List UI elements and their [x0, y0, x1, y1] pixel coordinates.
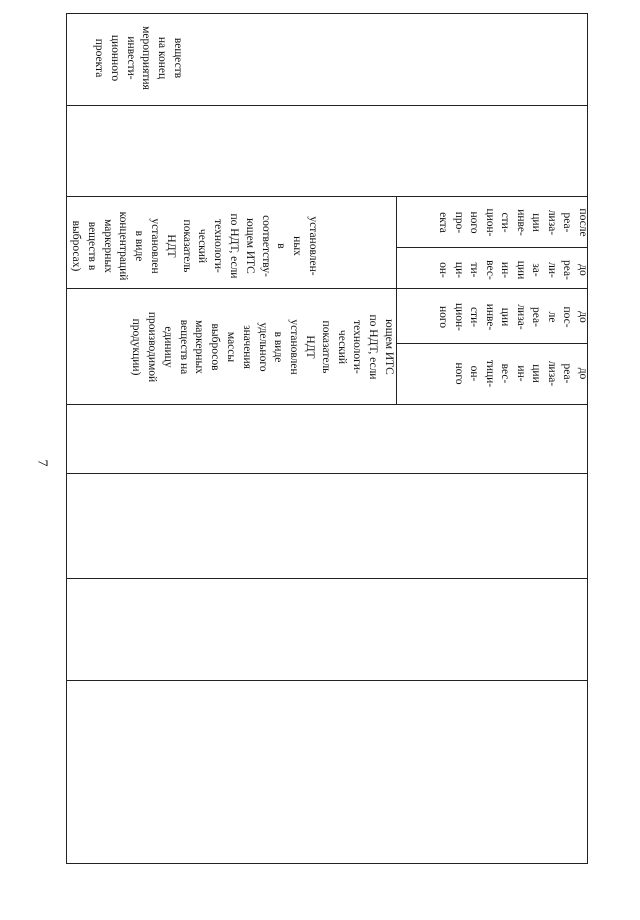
- text-line: мероприятия: [140, 26, 153, 90]
- text-line: ин-: [515, 365, 527, 382]
- text-line: массы: [225, 331, 238, 363]
- row-divider-1: [66, 105, 588, 106]
- text-line: ти-: [468, 262, 481, 278]
- text-line: реа-: [561, 363, 574, 384]
- vertical-rule-lower-mid: [396, 288, 397, 404]
- text-line: инве-: [515, 209, 527, 236]
- text-line: маркерных: [101, 219, 114, 273]
- text-line: сти-: [499, 212, 512, 233]
- text-line: ин-: [499, 261, 512, 279]
- text-line: продукции): [130, 318, 143, 376]
- text-line: ющем ИТС: [243, 218, 256, 274]
- table-border-top: [66, 13, 588, 14]
- text-line: ного: [437, 305, 450, 329]
- text-line: вес-: [499, 363, 512, 384]
- text-line: установлен: [149, 218, 162, 274]
- row-divider-2: [66, 196, 588, 197]
- text-line: НДТ: [304, 335, 317, 359]
- text-line: ции: [530, 364, 543, 383]
- text-line: вес-: [484, 260, 496, 280]
- subcol-lower-before: [451, 346, 591, 401]
- text-line: НДТ: [164, 234, 177, 258]
- row-divider-7: [66, 680, 588, 681]
- text-line: сти-: [468, 306, 481, 328]
- text-line: веществ: [172, 37, 184, 79]
- text-line: лиза-: [515, 304, 527, 330]
- table-border-left: [66, 13, 67, 864]
- text-line: ционного: [108, 34, 121, 82]
- text-line: удельного: [256, 322, 269, 372]
- text-line: показатель: [319, 320, 332, 374]
- subcol-divider-upper: [396, 247, 587, 248]
- text-line: ции: [515, 260, 527, 280]
- text-line: маркерных: [193, 320, 206, 374]
- row-divider-6: [66, 578, 588, 579]
- text-line: до: [577, 264, 589, 276]
- text-line: реа-: [561, 212, 574, 233]
- text-line: цион-: [453, 302, 465, 332]
- text-line: ющем ИТС: [383, 319, 395, 375]
- text-line: про-: [453, 211, 465, 234]
- text-line: показатель: [180, 219, 193, 273]
- text-line: в: [275, 243, 288, 249]
- text-line: по НДТ, если: [228, 213, 241, 279]
- text-line: ного: [468, 211, 481, 234]
- text-line: на конец: [156, 36, 169, 80]
- text-line: веществ на: [177, 319, 190, 375]
- text-line: ли-: [546, 262, 558, 278]
- subcol-divider-lower: [396, 343, 587, 344]
- table-border-bottom: [66, 863, 588, 864]
- text-line: до: [577, 367, 589, 380]
- text-line: установлен-: [307, 216, 319, 276]
- text-line: он-: [468, 365, 481, 382]
- text-line: цион-: [484, 208, 496, 237]
- subcol-upper-after: [435, 200, 590, 245]
- row-divider-5: [66, 473, 588, 474]
- text-line: ци-: [453, 261, 465, 279]
- text-line: выбросов: [209, 323, 222, 371]
- text-line: ческий: [335, 329, 348, 365]
- text-line: производимой: [146, 311, 159, 383]
- text-line: концентраций: [117, 211, 130, 281]
- text-line: тици-: [484, 359, 496, 388]
- text-line: ного: [453, 362, 465, 385]
- text-line: ческий: [196, 228, 209, 264]
- text-line: до: [577, 311, 589, 323]
- text-line: реа-: [530, 307, 543, 327]
- text-line: ле: [546, 311, 558, 323]
- text-line: ции: [499, 307, 512, 327]
- text-line: реа-: [561, 260, 574, 280]
- cell-col-mid-upper: [67, 202, 320, 290]
- subcol-upper-before: [435, 250, 590, 290]
- text-line: в виде: [133, 230, 146, 262]
- text-line: установлен: [288, 319, 301, 375]
- text-line: ции: [530, 213, 543, 232]
- text-line: после: [577, 208, 589, 237]
- text-line: выбросах): [70, 220, 83, 272]
- text-line: лиза-: [546, 360, 558, 387]
- text-line: проекта: [93, 38, 106, 78]
- cell-col-mid-lower: [127, 292, 396, 402]
- text-line: он-: [437, 262, 450, 278]
- text-line: екта: [437, 212, 450, 233]
- text-line: по НДТ, если: [367, 314, 380, 380]
- subcol-lower-after: [435, 293, 590, 341]
- row-divider-4: [66, 404, 588, 405]
- text-line: за-: [530, 263, 543, 277]
- text-line: веществ в: [85, 221, 98, 271]
- text-line: инвести-: [124, 36, 137, 80]
- text-line: в виде: [272, 331, 285, 363]
- text-line: технологи-: [212, 219, 225, 273]
- text-line: пос-: [561, 306, 574, 328]
- text-line: соответству-: [259, 215, 272, 277]
- page-number: 7: [34, 459, 50, 467]
- text-line: технологи-: [351, 320, 364, 374]
- text-line: единицу: [161, 326, 174, 368]
- cell-col-right: [90, 18, 185, 98]
- text-line: лиза-: [546, 209, 558, 236]
- text-line: ных: [291, 236, 304, 256]
- text-line: значения: [240, 325, 253, 369]
- table-border-right: [587, 13, 588, 864]
- text-line: инве-: [484, 303, 496, 331]
